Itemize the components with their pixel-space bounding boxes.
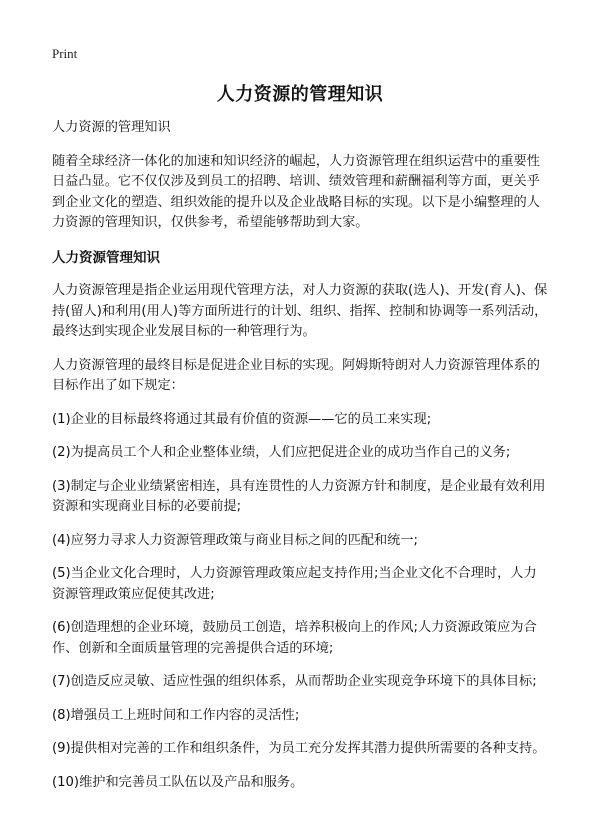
section-heading: 人力资源管理知识 — [52, 249, 160, 266]
list-item: (8)增强员工上班时间和工作内容的灵活性; — [52, 707, 300, 723]
print-label: Print — [52, 46, 78, 61]
list-item: (6)创造理想的企业环境，鼓励员工创造，培养积极向上的作风;人力资源政策应为合作、创新和全面质量管理的完善提供合适的环境; — [52, 620, 537, 656]
list-item: (10)维护和完善员工队伍以及产品和服务。 — [52, 774, 304, 790]
list-item: (5)当企业文化合理时，人力资源管理政策应起支持作用;当企业文化不合理时，人力资源管理政策应促使其改进; — [52, 566, 537, 602]
list-item: (3)制定与企业业绩紧密相连，具有连贯性的人力资源方针和制度，是企业最有效利用资源和实现商业目标的必要前提; — [52, 478, 546, 514]
document-body — [52, 118, 548, 806]
definition-paragraph: 人力资源管理是指企业运用现代管理方法，对人力资源的获取(选人)、开发(育人)、保持(留人)和利用(用人)等方面所进行的计划、组织、指挥、控制和协调等一系列活动，最终达到实现企业发展目标的一种管理行为。 — [52, 283, 548, 339]
goal-intro-paragraph: 人力资源管理的最终目标是促进企业目标的实现。阿姆斯特朗对人力资源管理体系的目标作出了如下规定： — [52, 357, 540, 393]
list-item: (4)应努力寻求人力资源管理政策与商业目标之间的匹配和统一; — [52, 532, 418, 548]
subtitle: 人力资源的管理知识 — [52, 120, 171, 135]
list-item: (1)企业的目标最终将通过其最有价值的资源——它的员工来实现; — [52, 411, 432, 427]
page-title: 人力资源的管理知识 — [216, 84, 384, 105]
list-item: (2)为提高员工个人和企业整体业绩，人们应把促进企业的成功当作自己的义务; — [52, 445, 511, 460]
list-item: (7)创造反应灵敏、适应性强的组织体系，从而帮助企业实现竞争环境下的具体目标; — [52, 674, 537, 689]
intro-paragraph: 随着全球经济一体化的加速和知识经济的崛起，人力资源管理在组织运营中的重要性日益凸显。它不仅仅涉及到员工的招聘、培训、绩效管理和薪酬福利等方面，更关乎到企业文化的塑造、组织效能的提升以及企业战略目标的实现。以下是小编整理的人力资源的管理知识，仅供参考，希望能够帮助到大家。 — [52, 153, 540, 230]
list-item: (9)提供相对完善的工作和组织条件，为员工充分发挥其潜力提供所需要的各种支持。 — [52, 741, 546, 756]
